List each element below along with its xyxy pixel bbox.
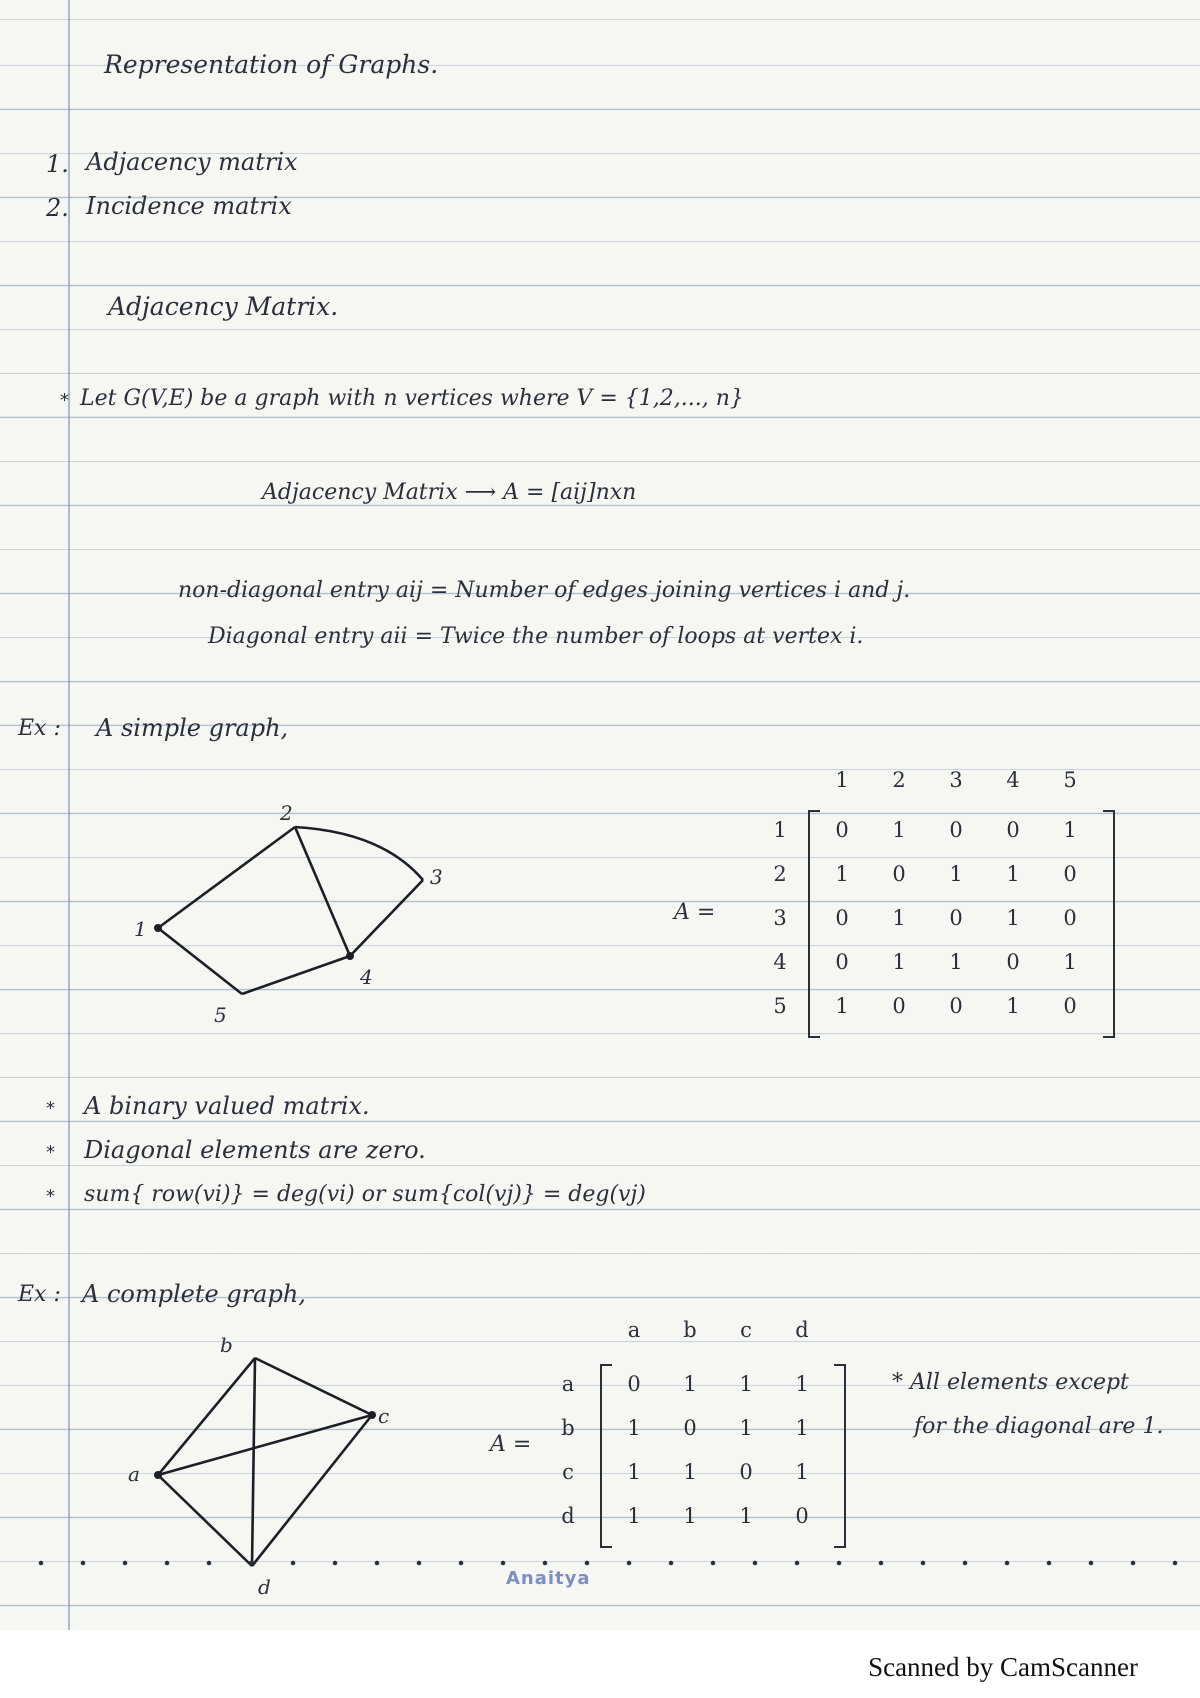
matrix-cell: 1 bbox=[683, 1372, 697, 1396]
matrix-row-header: a bbox=[561, 1372, 575, 1396]
matrix-cell: 1 bbox=[1006, 862, 1020, 886]
vertex-label-3: 3 bbox=[430, 865, 443, 889]
matrix-cell: 1 bbox=[627, 1504, 641, 1528]
note-line-2: for the diagonal are 1. bbox=[914, 1414, 1164, 1439]
matrix-cell: 1 bbox=[627, 1416, 641, 1440]
matrix2-name: A = bbox=[490, 1432, 532, 1457]
matrix-left-bracket bbox=[808, 810, 820, 1038]
matrix-cell: 1 bbox=[1063, 818, 1077, 842]
vertex-label-a: a bbox=[128, 1462, 140, 1486]
matrix-cell: 1 bbox=[739, 1504, 753, 1528]
edge-1-2 bbox=[158, 827, 295, 928]
matrix-row-header: 1 bbox=[773, 818, 787, 842]
matrix-cell: 1 bbox=[949, 862, 963, 886]
matrix-right-bracket bbox=[1103, 810, 1115, 1038]
matrix-row-header: 2 bbox=[773, 862, 787, 886]
matrix-col-header: c bbox=[740, 1318, 752, 1342]
matrix-row-header: d bbox=[561, 1504, 575, 1528]
vertex-4-dot bbox=[346, 952, 354, 960]
matrix-row-header: b bbox=[561, 1416, 575, 1440]
matrix-cell: 1 bbox=[1006, 906, 1020, 930]
section-heading: Adjacency Matrix. bbox=[108, 292, 339, 321]
edge-2-4 bbox=[295, 827, 350, 956]
bullet-star: * bbox=[46, 1186, 55, 1207]
margin-line bbox=[68, 0, 70, 1630]
matrix-cell: 0 bbox=[949, 818, 963, 842]
edge-a-d bbox=[158, 1475, 252, 1566]
list-item-2: Incidence matrix bbox=[86, 192, 292, 220]
matrix-cell: 1 bbox=[795, 1460, 809, 1484]
matrix-col-header: 2 bbox=[892, 768, 906, 792]
matrix-cell: 0 bbox=[835, 950, 849, 974]
matrix-cell: 0 bbox=[1063, 906, 1077, 930]
edge-b-d bbox=[252, 1358, 255, 1566]
scanner-footer: Scanned by CamScanner bbox=[868, 1652, 1138, 1682]
matrix-col-header: 3 bbox=[949, 768, 963, 792]
vertex-label-b: b bbox=[220, 1333, 233, 1357]
edge-3-4 bbox=[350, 880, 423, 956]
bullet-star: * bbox=[46, 1142, 55, 1163]
matrix-col-header: d bbox=[795, 1318, 809, 1342]
vertex-label-1: 1 bbox=[134, 917, 147, 941]
matrix-cell: 1 bbox=[1006, 994, 1020, 1018]
matrix-col-header: 5 bbox=[1063, 768, 1077, 792]
matrix-right-bracket bbox=[834, 1364, 846, 1548]
vertex-a-dot bbox=[154, 1471, 162, 1479]
edge-a-b bbox=[158, 1358, 255, 1475]
formula-text: Adjacency Matrix ⟶ A = [aij]nxn bbox=[262, 480, 637, 505]
matrix-cell: 0 bbox=[627, 1372, 641, 1396]
vertex-c-dot bbox=[368, 1411, 376, 1419]
vertex-label-d: d bbox=[258, 1575, 271, 1599]
matrix-cell: 1 bbox=[1063, 950, 1077, 974]
matrix-cell: 1 bbox=[683, 1460, 697, 1484]
edge-c-d bbox=[252, 1415, 372, 1566]
notebook-watermark: Anaitya bbox=[506, 1568, 591, 1589]
matrix-row-header: 5 bbox=[773, 994, 787, 1018]
matrix-cell: 1 bbox=[739, 1416, 753, 1440]
matrix-cell: 0 bbox=[892, 994, 906, 1018]
vertex-label-4: 4 bbox=[360, 965, 373, 989]
matrix-row-header: c bbox=[562, 1460, 574, 1484]
matrix-cell: 1 bbox=[835, 994, 849, 1018]
note-line-1: * All elements except bbox=[892, 1370, 1129, 1395]
matrix-cell: 0 bbox=[892, 862, 906, 886]
property-3: sum{ row(vi)} = deg(vi) or sum{col(vj)} = deg(vj) bbox=[84, 1182, 646, 1207]
list-number-1: 1. bbox=[46, 150, 69, 178]
example1-text: A simple graph, bbox=[96, 714, 289, 742]
matrix-cell: 0 bbox=[949, 994, 963, 1018]
rule-diagonal: Diagonal entry aii = Twice the number of loops at vertex i. bbox=[208, 624, 864, 649]
edge-1-5 bbox=[158, 928, 242, 994]
property-1: A binary valued matrix. bbox=[84, 1092, 370, 1120]
matrix-cell: 0 bbox=[1006, 950, 1020, 974]
example2-text: A complete graph, bbox=[82, 1280, 306, 1308]
bottom-dot-row bbox=[20, 1560, 1180, 1566]
example2-label: Ex : bbox=[18, 1282, 61, 1307]
matrix-col-header: a bbox=[627, 1318, 641, 1342]
edge-b-c bbox=[255, 1358, 372, 1415]
matrix1-name: A = bbox=[674, 900, 716, 925]
bullet-star: * bbox=[46, 1098, 55, 1119]
matrix-col-header: b bbox=[683, 1318, 697, 1342]
matrix-left-bracket bbox=[600, 1364, 612, 1548]
matrix-col-header: 4 bbox=[1006, 768, 1020, 792]
vertex-1-dot bbox=[154, 924, 162, 932]
page-title: Representation of Graphs. bbox=[104, 50, 439, 79]
matrix-cell: 1 bbox=[892, 818, 906, 842]
bullet-star: * bbox=[60, 390, 69, 411]
edge-4-5 bbox=[242, 956, 350, 994]
vertex-label-2: 2 bbox=[280, 801, 293, 825]
matrix-cell: 0 bbox=[683, 1416, 697, 1440]
vertex-label-c: c bbox=[378, 1404, 390, 1428]
matrix-cell: 1 bbox=[835, 862, 849, 886]
rule-nondiagonal: non-diagonal entry aij = Number of edges joining vertices i and j. bbox=[178, 578, 911, 603]
adjacency-matrix-1 bbox=[760, 768, 1120, 1028]
adjacency-matrix-2 bbox=[548, 1318, 848, 1542]
matrix-row-header: 3 bbox=[773, 906, 787, 930]
vertex-label-5: 5 bbox=[214, 1003, 227, 1027]
matrix-cell: 0 bbox=[1063, 994, 1077, 1018]
definition-text: Let G(V,E) be a graph with n vertices where V = {1,2,..., n} bbox=[80, 386, 744, 411]
matrix-cell: 1 bbox=[892, 950, 906, 974]
example1-label: Ex : bbox=[18, 716, 61, 741]
matrix-cell: 1 bbox=[795, 1372, 809, 1396]
matrix-cell: 0 bbox=[795, 1504, 809, 1528]
edge-a-c bbox=[158, 1415, 372, 1475]
simple-graph-diagram bbox=[120, 800, 443, 1027]
matrix-cell: 0 bbox=[1006, 818, 1020, 842]
matrix-row-header: 4 bbox=[773, 950, 787, 974]
matrix-cell: 1 bbox=[627, 1460, 641, 1484]
matrix-cell: 0 bbox=[1063, 862, 1077, 886]
matrix-cell: 0 bbox=[949, 906, 963, 930]
matrix-cell: 1 bbox=[949, 950, 963, 974]
matrix-cell: 1 bbox=[892, 906, 906, 930]
matrix-cell: 1 bbox=[739, 1372, 753, 1396]
list-number-2: 2. bbox=[46, 194, 69, 222]
matrix-cell: 0 bbox=[739, 1460, 753, 1484]
matrix-cell: 0 bbox=[835, 818, 849, 842]
matrix-col-header: 1 bbox=[835, 768, 849, 792]
matrix-cell: 0 bbox=[835, 906, 849, 930]
property-2: Diagonal elements are zero. bbox=[84, 1136, 426, 1164]
complete-graph-diagram bbox=[120, 1330, 420, 1599]
list-item-1: Adjacency matrix bbox=[86, 148, 298, 176]
matrix-cell: 1 bbox=[795, 1416, 809, 1440]
matrix-cell: 1 bbox=[683, 1504, 697, 1528]
